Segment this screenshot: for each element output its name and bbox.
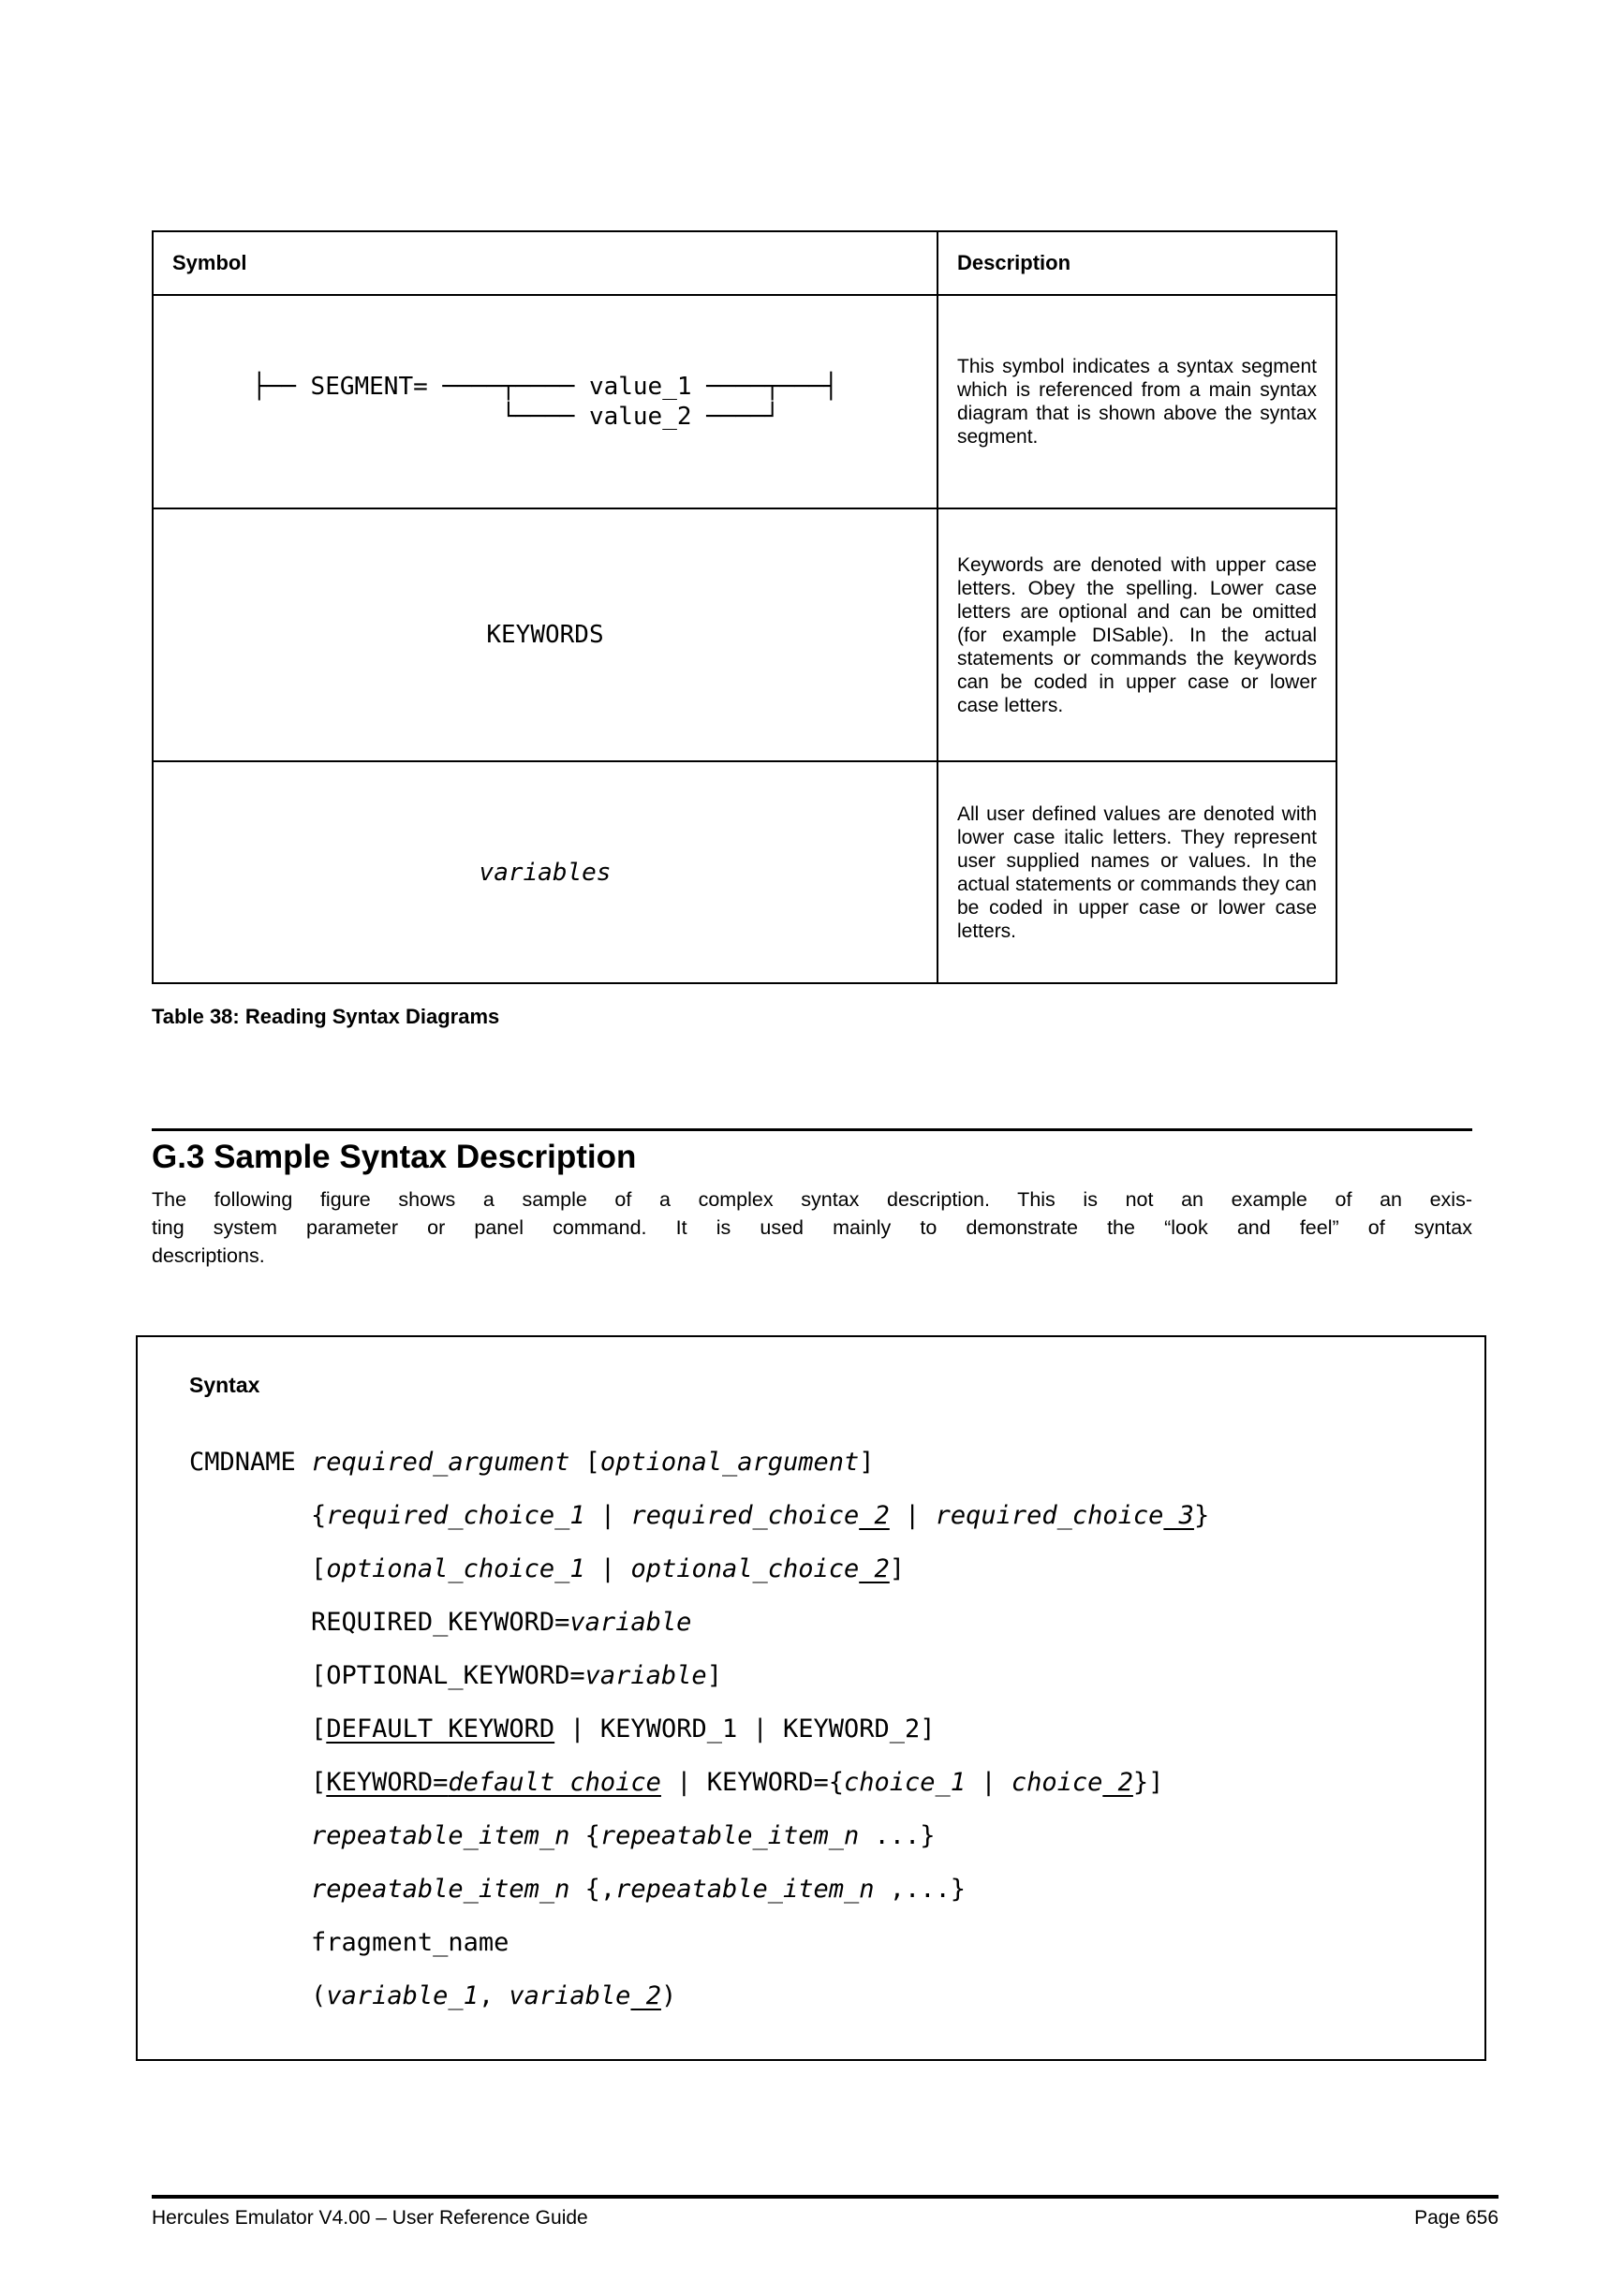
syntax-sample-box: [136, 1335, 1486, 2061]
syntax-line-optional-keyword: [OPTIONAL_KEYWORD=variable]: [189, 1661, 722, 1690]
description-text: This symbol indicates a syntax segment which is referenced from a main syntax diagram that is shown above the syntax segment.: [957, 356, 1317, 448]
syntax-line-optional-choices: [optional_choice_1 | optional_choice_2]: [189, 1554, 906, 1583]
syntax-line-required-keyword: REQUIRED_KEYWORD=variable: [189, 1608, 692, 1637]
variables-sample: variables: [479, 858, 612, 887]
syntax-line-fragment-name: fragment_name: [189, 1928, 509, 1957]
footer-page-number: Page 656: [1414, 2207, 1499, 2229]
syntax-line-repeatable-items-comma: repeatable_item_n {,repeatable_item_n ,...}: [311, 1875, 967, 1904]
column-header-symbol: Symbol: [153, 231, 937, 295]
syntax-line-required-choices: {required_choice_1 | required_choice_2 | required_choice_3}: [189, 1501, 1210, 1530]
syntax-box-title: Syntax: [189, 1373, 260, 1397]
syntax-line-repeatable-items: repeatable_item_n {repeatable_item_n ...}: [311, 1821, 936, 1850]
description-cell: [937, 508, 1336, 761]
symbol-cell-keywords: [153, 508, 937, 761]
keywords-sample: KEYWORDS: [486, 621, 604, 649]
section-heading: G.3 Sample Syntax Description: [152, 1139, 637, 1175]
page-content: [152, 230, 1472, 2061]
syntax-line-variables: (variable_1, variable_2): [189, 1981, 677, 2010]
section-paragraph: The following figure shows a sample of a complex syntax description. This is not an example of an exis- ting system parameter or panel command. It is used mainly to demonstrate the “look and feel” of syntax descriptions.: [152, 1188, 1472, 1267]
symbol-cell-variables: [153, 761, 937, 983]
table-caption: Table 38: Reading Syntax Diagrams: [152, 1005, 500, 1028]
syntax-line-cmdname: CMDNAME required_argument [optional_argument]: [189, 1448, 875, 1477]
table-row: [153, 508, 1336, 761]
description-cell: [937, 761, 1336, 983]
symbol-cell-syntax-segment: [153, 295, 937, 508]
description-cell: [937, 295, 1336, 508]
page-footer: [152, 2195, 1499, 2230]
reading-syntax-diagrams-table: [152, 230, 1337, 984]
section-divider-rule: [152, 1128, 1472, 1131]
syntax-segment-diagram: ├── SEGMENT= ────┬──── value_1 ────┬───┤ └──── value_2 ────┘: [251, 373, 839, 431]
syntax-sample-code: [189, 1435, 1484, 2023]
footer-document-title: Hercules Emulator V4.00 – User Reference Guide: [152, 2207, 588, 2229]
table-row: [153, 761, 1336, 983]
footer-text-row: [152, 2207, 1499, 2230]
description-text: All user defined values are denoted with lower case italic letters. They represent user supplied names or values. In the actual statements or commands they can be coded in upper case or lower case letters.: [957, 802, 1317, 942]
column-header-description: Description: [937, 231, 1336, 295]
syntax-line-keyword-choices: [KEYWORD=default_choice | KEYWORD={choice_1 | choice_2}]: [189, 1768, 1164, 1797]
table-header-row: [153, 231, 1336, 295]
table-row: [153, 295, 1336, 508]
syntax-line-default-keyword: [DEFAULT_KEYWORD | KEYWORD_1 | KEYWORD_2]: [189, 1715, 936, 1744]
description-text: Keywords are denoted with upper case letters. Obey the spelling. Lower case letters are optional and can be omitted (for example DISable). In the actual statements or commands the keywords can be coded in upper case or lower case letters.: [957, 553, 1317, 716]
footer-rule: [152, 2195, 1499, 2199]
